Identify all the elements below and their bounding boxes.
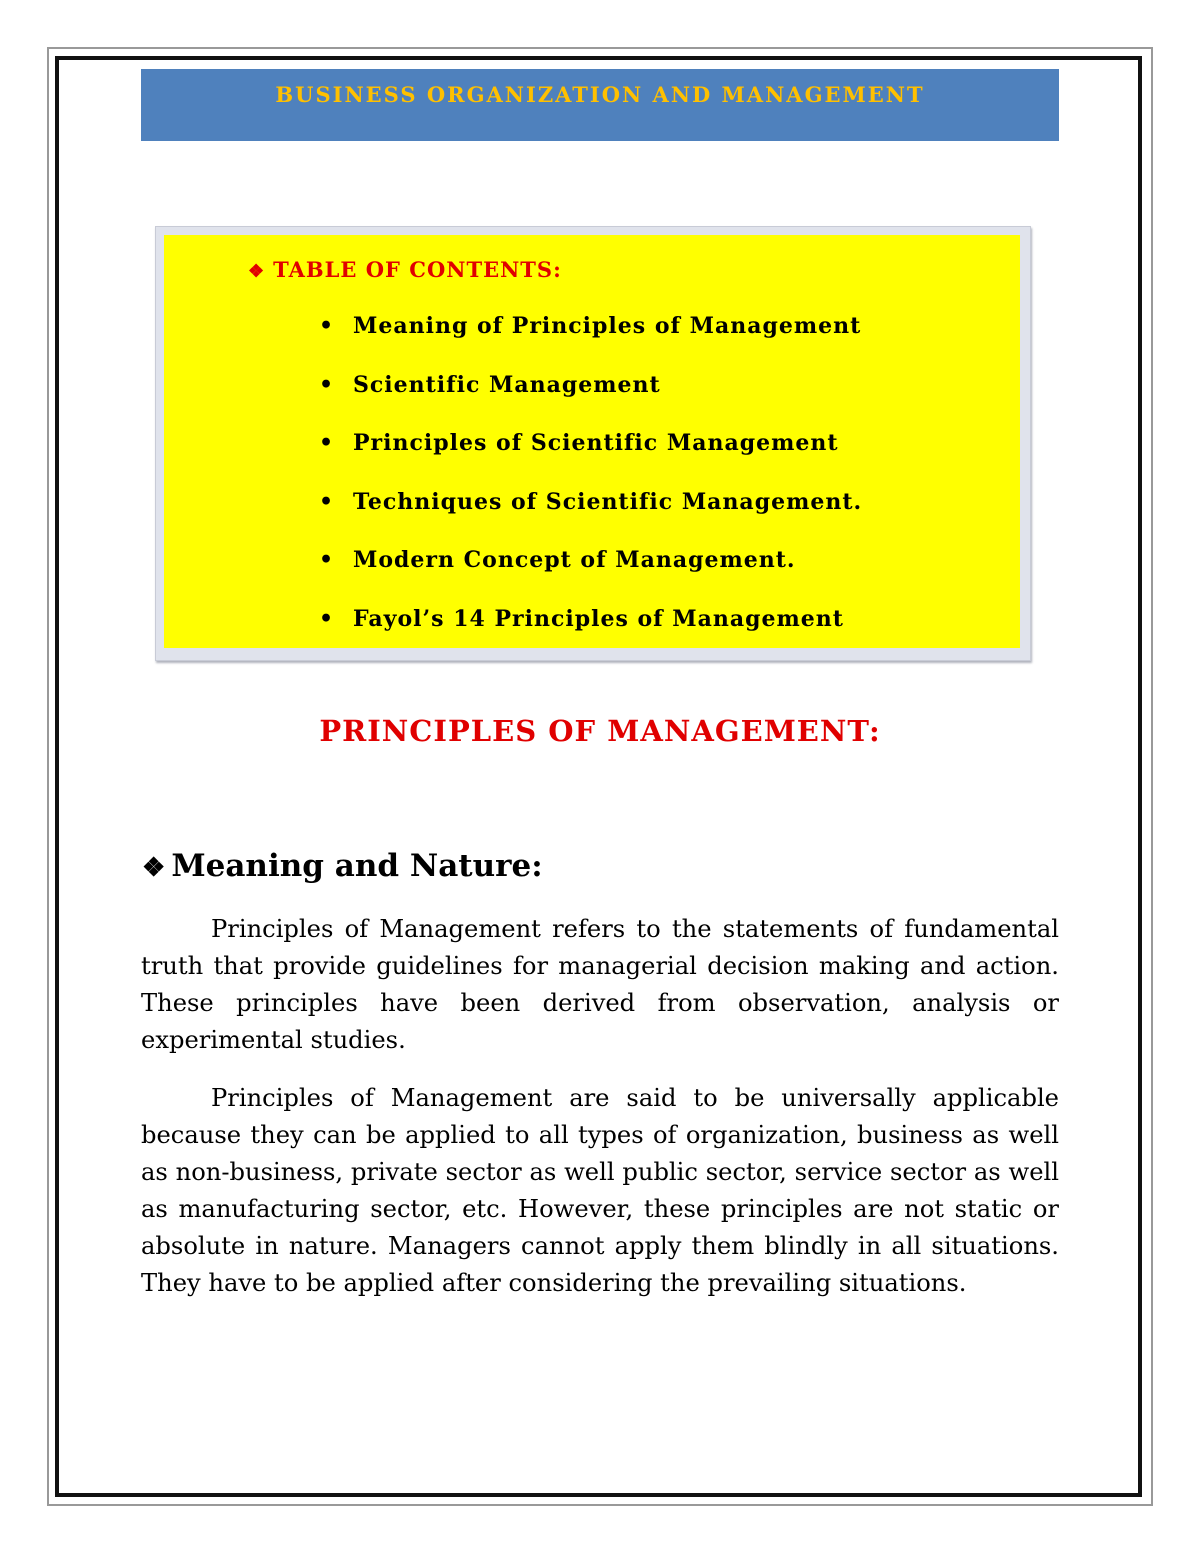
table-of-contents-panel — [164, 235, 1020, 648]
toc-heading-text: TABLE OF CONTENTS: — [273, 257, 562, 282]
toc-item — [319, 430, 862, 489]
body-paragraph: Principles of Management refers to the statements of fundamental truth that provide guidelines for managerial decision making and action. These principles have been derived from observation, analysis or experimental studies. — [141, 915, 1059, 1054]
subsection-heading — [142, 848, 543, 884]
header-title: BUSINESS ORGANIZATION AND MANAGEMENT — [275, 82, 925, 107]
toc-item — [319, 489, 862, 548]
subsection-heading-text: Meaning and Nature: — [171, 848, 543, 884]
toc-item-label: Techniques of Scientific Management. — [353, 488, 863, 515]
header-bar — [141, 69, 1059, 141]
toc-item-label: Meaning of Principles of Management — [353, 313, 862, 339]
bullet-icon: • — [319, 313, 335, 339]
toc-item — [319, 547, 862, 606]
toc-item-label: Modern Concept of Management. — [353, 547, 796, 573]
toc-item — [319, 313, 862, 372]
bullet-icon: • — [319, 430, 335, 456]
bullet-icon: • — [319, 371, 335, 398]
diamond-bullet-icon: ❖ — [248, 261, 266, 282]
toc-heading — [248, 257, 562, 282]
bullet-icon: • — [319, 547, 335, 573]
bullet-icon: • — [319, 605, 335, 632]
diamond-bullet-icon: ❖ — [142, 853, 166, 883]
section-title: PRINCIPLES OF MANAGEMENT: — [319, 714, 881, 748]
bullet-icon: • — [319, 488, 335, 515]
table-of-contents-box — [155, 226, 1031, 661]
toc-list — [319, 313, 862, 664]
toc-item-label: Fayol’s 14 Principles of Management — [353, 605, 844, 632]
toc-item — [319, 372, 862, 431]
toc-item-label: Principles of Scientific Management — [353, 430, 839, 456]
body-paragraph: Principles of Management are said to be universally applicable because they can be applied to all types of organization, business as well as non-business, private sector as well public sector, service sector as well as manufacturing sector, etc. However, these principles are not static or absolute in nature. Managers cannot apply them blindly in all situations. They have to be applied after considering the prevailing situations. — [141, 1084, 1059, 1297]
toc-item-label: Scientific Management — [353, 371, 661, 398]
toc-item — [319, 606, 862, 665]
